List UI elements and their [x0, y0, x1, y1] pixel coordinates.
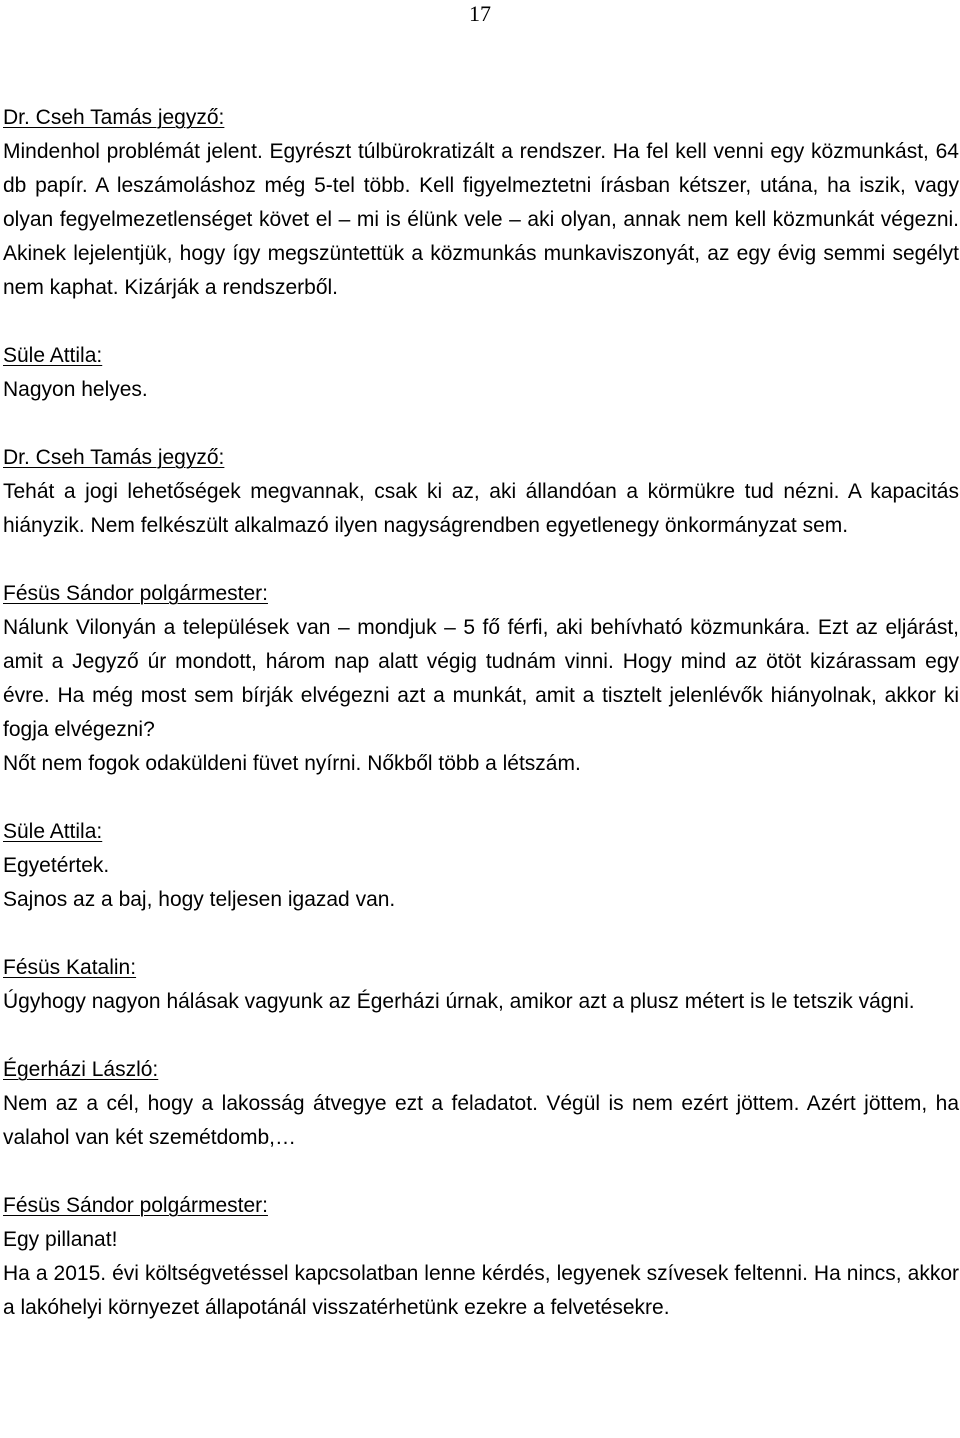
speech-block	[3, 815, 959, 917]
speech-block	[3, 339, 959, 407]
speech-block	[3, 441, 959, 543]
speech-paragraph: Nőt nem fogok odaküldeni füvet nyírni. Nőkből több a létszám.	[3, 752, 581, 775]
speaker-name: Fésüs Sándor polgármester:	[3, 582, 268, 605]
speech-paragraph: Egy pillanat!	[3, 1228, 118, 1251]
speech-block	[3, 1189, 959, 1325]
speech-paragraph: Ha a 2015. évi költségvetéssel kapcsolatban lenne kérdés, legyenek szívesek feltenni. Ha nincs, akkor a lakóhelyi környezet állapotánál visszatérhetünk ezekre a felvetésekre.	[3, 1262, 959, 1319]
speech-paragraph: Nálunk Vilonyán a települések van – mondjuk – 5 fő férfi, aki behívható közmunkára. Ezt az eljárást, amit a Jegyző úr mondott, három nap alatt végig tudnám vinni. Hogy mind az ötöt kizárassam egy évre. Ha még most sem bírják elvégezni azt a munkát, amit a tisztelt jelenlévők hiányolnak, akkor ki fogja elvégezni?	[3, 616, 959, 741]
speech-block	[3, 951, 959, 1019]
speech-paragraph: Mindenhol problémát jelent. Egyrészt túlbürokratizált a rendszer. Ha fel kell venni egy közmunkást, 64 db papír. A leszámoláshoz még 5-tel több. Kell figyelmeztetni írásban kétszer, utána, ha iszik, vagy olyan fegyelmezetlenséget követ el – mi is élünk vele – aki olyan, annak nem kell közmunkát végezni. Akinek lejelentjük, hogy így megszüntettük a közmunkás munkaviszonyát, az egy évig semmi segélyt nem kaphat. Kizárják a rendszerből.	[3, 140, 959, 299]
speech-block	[3, 1053, 959, 1155]
speaker-name: Süle Attila:	[3, 344, 103, 367]
speech-paragraph: Egyetértek.	[3, 854, 110, 877]
speech-paragraph: Úgyhogy nagyon hálásak vagyunk az Égerházi úrnak, amikor azt a plusz métert is le tetszik vágni.	[3, 990, 915, 1013]
speech-block	[3, 101, 959, 305]
speech-block	[3, 577, 959, 781]
document-body	[3, 101, 959, 1359]
speaker-name: Süle Attila:	[3, 820, 103, 843]
speaker-name: Fésüs Sándor polgármester:	[3, 1194, 268, 1217]
speaker-name: Fésüs Katalin:	[3, 956, 137, 979]
speaker-name: Égerházi László:	[3, 1058, 159, 1081]
speech-paragraph: Nem az a cél, hogy a lakosság átvegye ezt a feladatot. Végül is nem ezért jöttem. Azért jöttem, ha valahol van két szemétdomb,…	[3, 1092, 959, 1149]
speaker-name: Dr. Cseh Tamás jegyző:	[3, 106, 225, 129]
speech-paragraph: Tehát a jogi lehetőségek megvannak, csak ki az, aki állandóan a körmükre tud nézni. A kapacitás hiányzik. Nem felkészült alkalmazó ilyen nagyságrendben egyetlenegy önkormányzat sem.	[3, 480, 959, 537]
speaker-name: Dr. Cseh Tamás jegyző:	[3, 446, 225, 469]
speech-paragraph: Sajnos az a baj, hogy teljesen igazad van.	[3, 888, 396, 911]
speech-paragraph: Nagyon helyes.	[3, 378, 148, 401]
page-number: 17	[469, 1, 491, 26]
